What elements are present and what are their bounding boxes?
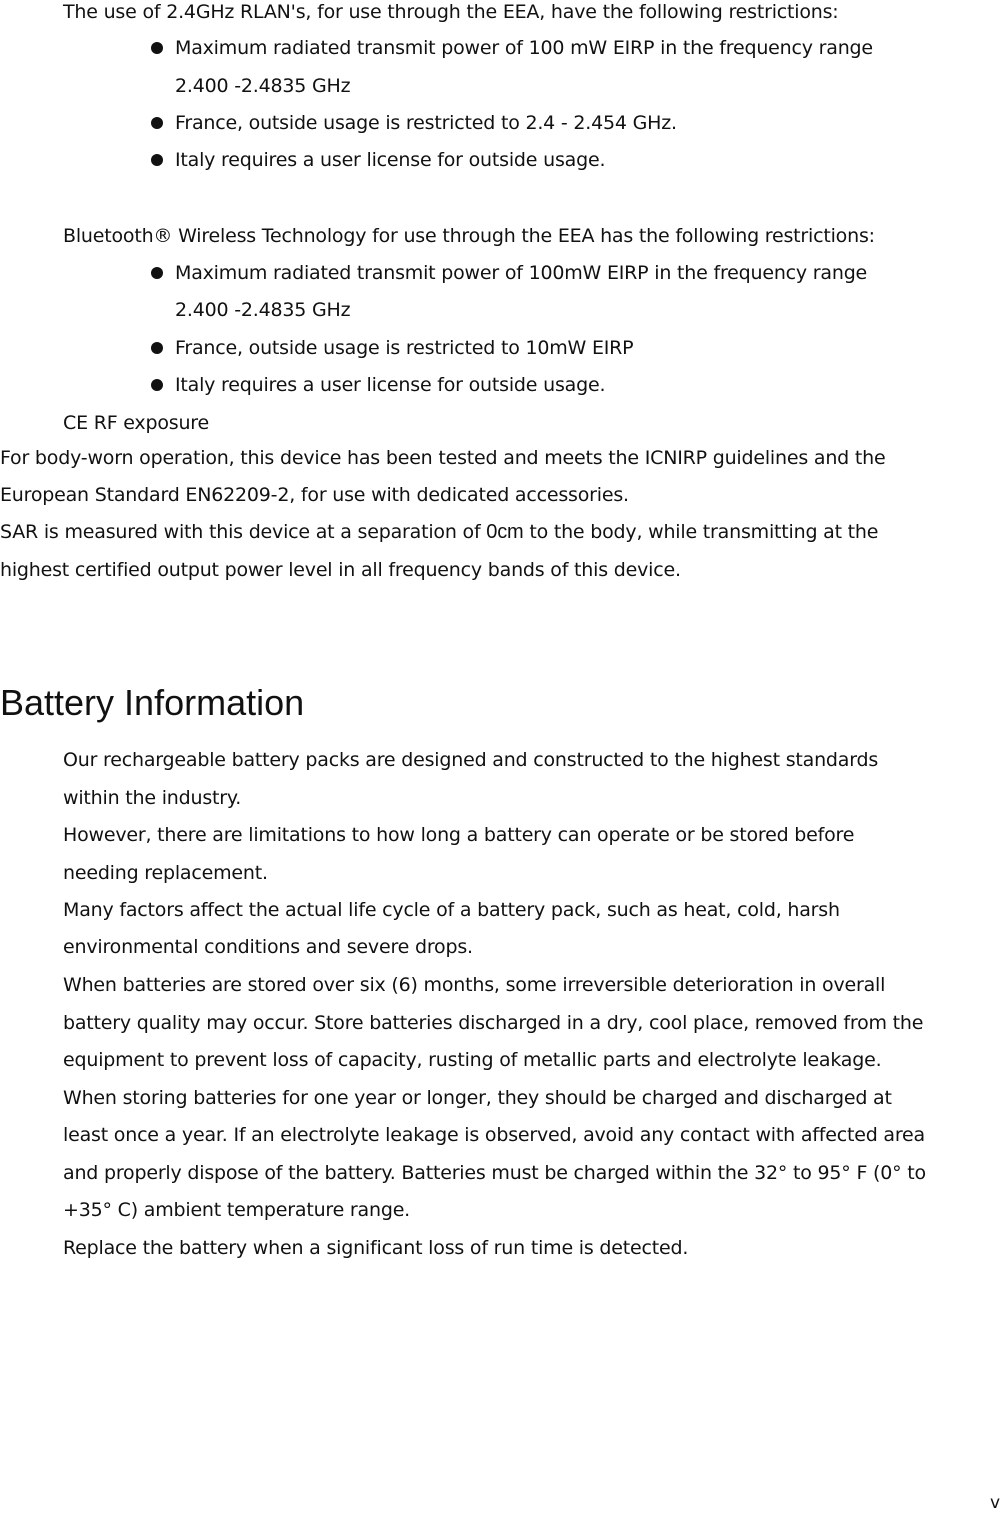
- bullet-dot-icon: [151, 117, 163, 129]
- page-number: v: [990, 1493, 1001, 1513]
- battery-text-line: When batteries are stored over six (6) months, some irreversible deterioration in overall: [63, 974, 886, 996]
- wlan-intro: The use of 2.4GHz RLAN's, for use through the EEA, have the following restrictions:: [63, 1, 839, 23]
- bullet-dot-icon: [151, 154, 163, 166]
- battery-text-line: environmental conditions and severe drops.: [63, 936, 473, 958]
- ce-rf-sar-text: SAR is measured with this device at a separation of: [0, 521, 487, 543]
- ce-rf-text-line: highest certified output power level in all frequency bands of this device.: [0, 559, 681, 581]
- battery-text-line: Replace the battery when a significant loss of run time is detected.: [63, 1237, 689, 1259]
- bluetooth-bullet-italy: Italy requires a user license for outside usage.: [175, 374, 606, 396]
- wlan-bullet-power-cont: 2.400 -2.4835 GHz: [175, 75, 351, 97]
- battery-text-line: battery quality may occur. Store batteries discharged in a dry, cool place, removed from the: [63, 1012, 924, 1034]
- wlan-bullet-france: France, outside usage is restricted to 2.4 - 2.454 GHz.: [175, 112, 677, 134]
- battery-text-line: +35° C) ambient temperature range.: [63, 1199, 411, 1221]
- ce-rf-separation-value: 0cm: [486, 521, 524, 543]
- battery-text-line: needing replacement.: [63, 862, 268, 884]
- ce-rf-text-line: For body-worn operation, this device has been tested and meets the ICNIRP guidelines and the: [0, 447, 886, 469]
- battery-text-line: Our rechargeable battery packs are designed and constructed to the highest standards: [63, 749, 879, 771]
- bullet-dot-icon: [151, 42, 163, 54]
- wlan-bullet-italy: Italy requires a user license for outside usage.: [175, 149, 606, 171]
- battery-heading: Battery Information: [0, 682, 305, 723]
- battery-text-line: Many factors affect the actual life cycle of a battery pack, such as heat, cold, harsh: [63, 899, 840, 921]
- battery-text-line: and properly dispose of the battery. Batteries must be charged within the 32° to 95° F (0° to: [63, 1162, 926, 1184]
- bluetooth-intro: Bluetooth® Wireless Technology for use through the EEA has the following restrictions:: [63, 225, 875, 247]
- wlan-bullet-power: Maximum radiated transmit power of 100 mW EIRP in the frequency range: [175, 37, 873, 59]
- ce-rf-sar-line: [0, 520, 878, 544]
- bullet-dot-icon: [151, 267, 163, 279]
- battery-text-line: within the industry.: [63, 787, 242, 809]
- bluetooth-bullet-power-cont: 2.400 -2.4835 GHz: [175, 299, 351, 321]
- ce-rf-heading: CE RF exposure: [63, 412, 209, 434]
- battery-text-line: However, there are limitations to how long a battery can operate or be stored before: [63, 824, 855, 846]
- battery-text-line: least once a year. If an electrolyte leakage is observed, avoid any contact with affected area: [63, 1124, 925, 1146]
- bullet-dot-icon: [151, 342, 163, 354]
- ce-rf-text-line: European Standard EN62209-2, for use with dedicated accessories.: [0, 484, 629, 506]
- bullet-dot-icon: [151, 379, 163, 391]
- battery-text-line: equipment to prevent loss of capacity, rusting of metallic parts and electrolyte leakage.: [63, 1049, 882, 1071]
- bluetooth-bullet-france: France, outside usage is restricted to 10mW EIRP: [175, 337, 634, 359]
- ce-rf-sar-text: to the body, while transmitting at the: [523, 521, 879, 543]
- bluetooth-bullet-power: Maximum radiated transmit power of 100mW EIRP in the frequency range: [175, 262, 868, 284]
- battery-text-line: When storing batteries for one year or longer, they should be charged and discharged at: [63, 1087, 892, 1109]
